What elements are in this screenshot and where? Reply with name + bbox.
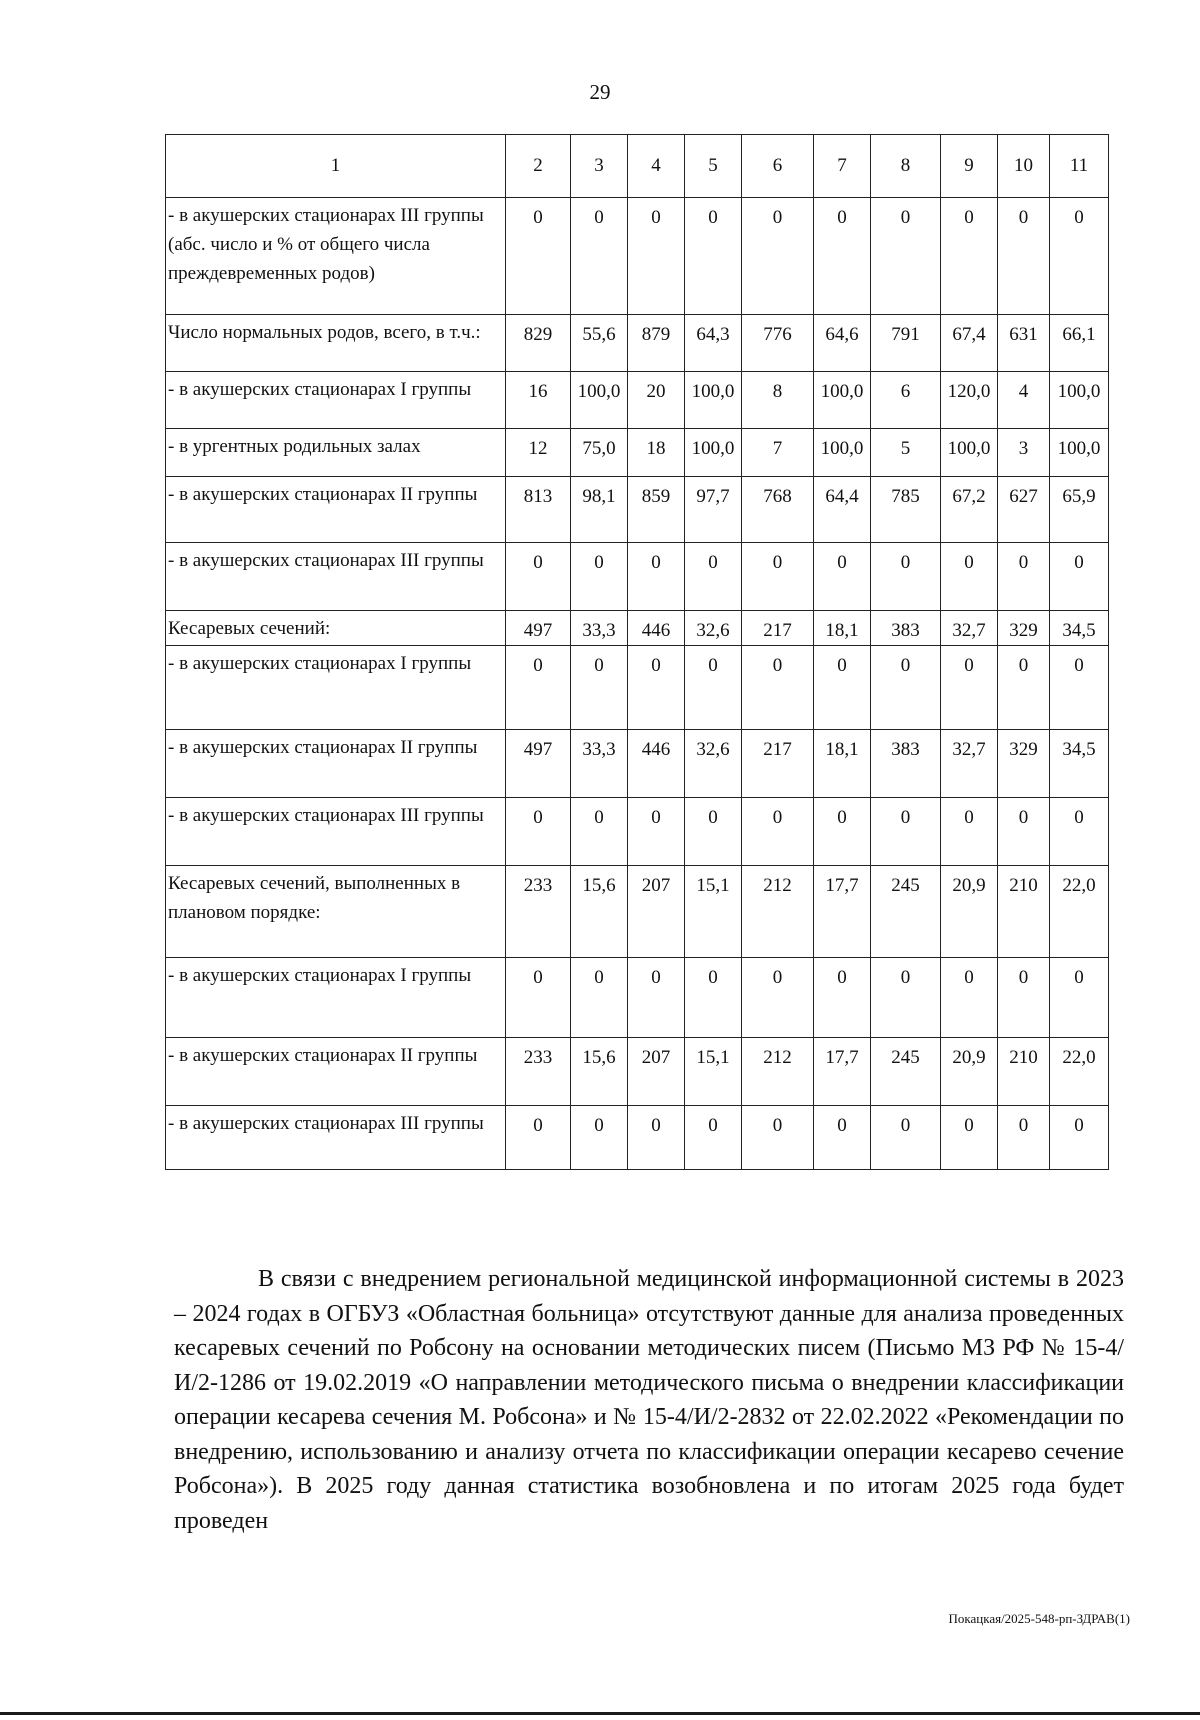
row-label: - в акушерских стационарах II группы xyxy=(166,477,506,543)
table-cell: 100,0 xyxy=(814,429,871,477)
table-cell: 233 xyxy=(506,1038,571,1106)
row-label: Кесаревых сечений, выполненных в плановом порядке: xyxy=(166,866,506,958)
table-cell: 0 xyxy=(998,958,1050,1038)
table-cell: 20,9 xyxy=(941,1038,998,1106)
table-cell: 18 xyxy=(628,429,685,477)
table-cell: 100,0 xyxy=(1050,429,1109,477)
table-cell: 0 xyxy=(1050,198,1109,315)
table-cell: 0 xyxy=(571,646,628,730)
table-cell: 329 xyxy=(998,611,1050,646)
table-cell: 0 xyxy=(506,543,571,611)
table-cell: 0 xyxy=(814,543,871,611)
row-label: - в акушерских стационарах III группы xyxy=(166,1106,506,1170)
table-cell: 15,1 xyxy=(685,866,742,958)
table-cell: 0 xyxy=(941,1106,998,1170)
table-cell: 65,9 xyxy=(1050,477,1109,543)
table-cell: 20,9 xyxy=(941,866,998,958)
table-row xyxy=(166,646,1109,730)
table-cell: 233 xyxy=(506,866,571,958)
row-label: Кесаревых сечений: xyxy=(166,611,506,646)
row-label: - в акушерских стационарах III группы xyxy=(166,798,506,866)
column-header: 1 xyxy=(166,135,506,198)
table-cell: 0 xyxy=(506,646,571,730)
table-cell: 100,0 xyxy=(571,372,628,429)
table-cell: 33,3 xyxy=(571,730,628,798)
table-cell: 100,0 xyxy=(814,372,871,429)
table-cell: 4 xyxy=(998,372,1050,429)
table-cell: 3 xyxy=(998,429,1050,477)
table-cell: 207 xyxy=(628,866,685,958)
row-label: - в акушерских стационарах III группы xyxy=(166,543,506,611)
table-cell: 0 xyxy=(1050,958,1109,1038)
table-cell: 0 xyxy=(571,958,628,1038)
body-paragraph: В связи с внедрением региональной медицинской информационной системы в 2023 – 2024 годах в ОГБУЗ «Областная больница» отсутствуют данные для анализа проведенных кесаревых сечений по Робсону на основании методических писем (Письмо МЗ РФ № 15-4/И/2-1286 от 19.02.2019 «О направлении методического письма о внедрении классификации операции кесарева сечения М. Робсона» и № 15-4/И/2-2832 от 22.02.2022 «Рекомендации по внедрению, использованию и анализу отчета по классификации операции кесарево сечение Робсона»). В 2025 году данная статистика возобновлена и по итогам 2025 года будет проведен xyxy=(174,1266,1124,1534)
row-label: Число нормальных родов, всего, в т.ч.: xyxy=(166,315,506,372)
table-cell: 34,5 xyxy=(1050,730,1109,798)
row-label: - в акушерских стационарах I группы xyxy=(166,646,506,730)
table-cell: 0 xyxy=(571,543,628,611)
column-header: 3 xyxy=(571,135,628,198)
column-header: 4 xyxy=(628,135,685,198)
table-cell: 120,0 xyxy=(941,372,998,429)
table-cell: 0 xyxy=(685,1106,742,1170)
column-header: 8 xyxy=(871,135,941,198)
table-cell: 12 xyxy=(506,429,571,477)
table-cell: 0 xyxy=(871,798,941,866)
table-cell: 0 xyxy=(871,1106,941,1170)
bottom-edge-line xyxy=(0,1712,1200,1715)
row-label: - в акушерских стационарах II группы xyxy=(166,1038,506,1106)
table-cell: 18,1 xyxy=(814,730,871,798)
table-cell: 22,0 xyxy=(1050,1038,1109,1106)
table-row xyxy=(166,477,1109,543)
table-cell: 0 xyxy=(814,798,871,866)
table-row xyxy=(166,866,1109,958)
table-cell: 64,3 xyxy=(685,315,742,372)
row-label: - в акушерских стационарах I группы xyxy=(166,372,506,429)
table-cell: 32,7 xyxy=(941,730,998,798)
table-cell: 67,4 xyxy=(941,315,998,372)
table-cell: 217 xyxy=(742,730,814,798)
table-cell: 0 xyxy=(1050,646,1109,730)
table-row xyxy=(166,429,1109,477)
table-cell: 0 xyxy=(998,198,1050,315)
table-cell: 0 xyxy=(742,958,814,1038)
table-cell: 7 xyxy=(742,429,814,477)
table-cell: 17,7 xyxy=(814,866,871,958)
table-row xyxy=(166,315,1109,372)
table-cell: 829 xyxy=(506,315,571,372)
table-cell: 100,0 xyxy=(1050,372,1109,429)
table-cell: 0 xyxy=(871,198,941,315)
table-cell: 100,0 xyxy=(685,429,742,477)
table-cell: 16 xyxy=(506,372,571,429)
table-row xyxy=(166,372,1109,429)
table-cell: 6 xyxy=(871,372,941,429)
table-cell: 0 xyxy=(742,798,814,866)
table-cell: 879 xyxy=(628,315,685,372)
table-row xyxy=(166,958,1109,1038)
table-cell: 0 xyxy=(998,646,1050,730)
table-row xyxy=(166,198,1109,315)
table-cell: 0 xyxy=(941,646,998,730)
table-cell: 100,0 xyxy=(941,429,998,477)
column-header: 5 xyxy=(685,135,742,198)
table-cell: 0 xyxy=(742,543,814,611)
table-cell: 15,1 xyxy=(685,1038,742,1106)
table-cell: 20 xyxy=(628,372,685,429)
table-cell: 0 xyxy=(1050,543,1109,611)
table-cell: 0 xyxy=(506,198,571,315)
table-cell: 245 xyxy=(871,1038,941,1106)
column-header: 11 xyxy=(1050,135,1109,198)
table-cell: 8 xyxy=(742,372,814,429)
table-cell: 791 xyxy=(871,315,941,372)
table-cell: 0 xyxy=(685,646,742,730)
table-cell: 98,1 xyxy=(571,477,628,543)
table-cell: 0 xyxy=(1050,1106,1109,1170)
table-cell: 0 xyxy=(998,1106,1050,1170)
table-cell: 0 xyxy=(1050,798,1109,866)
table-cell: 18,1 xyxy=(814,611,871,646)
table-cell: 0 xyxy=(628,958,685,1038)
table-cell: 0 xyxy=(742,198,814,315)
table-cell: 100,0 xyxy=(685,372,742,429)
table-cell: 0 xyxy=(506,798,571,866)
table-cell: 0 xyxy=(814,646,871,730)
table-cell: 446 xyxy=(628,730,685,798)
row-label: - в ургентных родильных залах xyxy=(166,429,506,477)
table-cell: 497 xyxy=(506,611,571,646)
table-cell: 0 xyxy=(998,543,1050,611)
table-cell: 768 xyxy=(742,477,814,543)
column-header: 10 xyxy=(998,135,1050,198)
table-cell: 0 xyxy=(941,543,998,611)
table-cell: 0 xyxy=(941,798,998,866)
table-row xyxy=(166,1038,1109,1106)
table-cell: 785 xyxy=(871,477,941,543)
table-cell: 0 xyxy=(871,958,941,1038)
row-label: - в акушерских стационарах II группы xyxy=(166,730,506,798)
table-cell: 813 xyxy=(506,477,571,543)
row-label: - в акушерских стационарах I группы xyxy=(166,958,506,1038)
table-cell: 0 xyxy=(685,543,742,611)
table-cell: 217 xyxy=(742,611,814,646)
table-cell: 0 xyxy=(742,646,814,730)
table-cell: 0 xyxy=(628,646,685,730)
table-cell: 0 xyxy=(998,798,1050,866)
table-cell: 245 xyxy=(871,866,941,958)
table-cell: 55,6 xyxy=(571,315,628,372)
table-cell: 64,6 xyxy=(814,315,871,372)
table-cell: 66,1 xyxy=(1050,315,1109,372)
document-code: Покацкая/2025-548-рп-ЗДРАВ(1) xyxy=(948,1611,1130,1626)
table-cell: 75,0 xyxy=(571,429,628,477)
table-cell: 0 xyxy=(628,798,685,866)
table-cell: 212 xyxy=(742,866,814,958)
table-cell: 32,6 xyxy=(685,730,742,798)
table-cell: 67,2 xyxy=(941,477,998,543)
table-cell: 0 xyxy=(685,198,742,315)
table-cell: 0 xyxy=(571,798,628,866)
table-cell: 0 xyxy=(571,1106,628,1170)
table-cell: 0 xyxy=(941,198,998,315)
table-cell: 15,6 xyxy=(571,866,628,958)
table-cell: 212 xyxy=(742,1038,814,1106)
table-header-row xyxy=(166,135,1109,198)
page-number: 29 xyxy=(589,80,611,104)
table-cell: 0 xyxy=(814,198,871,315)
table-cell: 446 xyxy=(628,611,685,646)
table-cell: 97,7 xyxy=(685,477,742,543)
table-cell: 0 xyxy=(506,1106,571,1170)
table-cell: 0 xyxy=(871,646,941,730)
statistics-table xyxy=(165,134,1109,1170)
table-cell: 17,7 xyxy=(814,1038,871,1106)
table-cell: 0 xyxy=(871,543,941,611)
table-cell: 0 xyxy=(628,1106,685,1170)
table-row xyxy=(166,543,1109,611)
table-cell: 383 xyxy=(871,611,941,646)
column-header: 6 xyxy=(742,135,814,198)
table-cell: 0 xyxy=(628,198,685,315)
table-cell: 32,6 xyxy=(685,611,742,646)
table-cell: 64,4 xyxy=(814,477,871,543)
table-cell: 776 xyxy=(742,315,814,372)
column-header: 7 xyxy=(814,135,871,198)
table-cell: 0 xyxy=(814,958,871,1038)
table-row xyxy=(166,798,1109,866)
table-cell: 22,0 xyxy=(1050,866,1109,958)
table-cell: 210 xyxy=(998,1038,1050,1106)
table-cell: 329 xyxy=(998,730,1050,798)
table-cell: 5 xyxy=(871,429,941,477)
table-cell: 32,7 xyxy=(941,611,998,646)
column-header: 2 xyxy=(506,135,571,198)
table-row xyxy=(166,611,1109,646)
table-cell: 207 xyxy=(628,1038,685,1106)
table-body xyxy=(166,198,1109,1170)
table-cell: 0 xyxy=(742,1106,814,1170)
table-cell: 15,6 xyxy=(571,1038,628,1106)
table-cell: 627 xyxy=(998,477,1050,543)
column-header: 9 xyxy=(941,135,998,198)
table-cell: 0 xyxy=(571,198,628,315)
table-cell: 383 xyxy=(871,730,941,798)
row-label: - в акушерских стационарах III группы (абс. число и % от общего числа преждевременных родов) xyxy=(166,198,506,315)
table-cell: 631 xyxy=(998,315,1050,372)
table-row xyxy=(166,1106,1109,1170)
table-cell: 33,3 xyxy=(571,611,628,646)
table-cell: 0 xyxy=(814,1106,871,1170)
table-cell: 0 xyxy=(628,543,685,611)
table-cell: 0 xyxy=(685,958,742,1038)
table-cell: 0 xyxy=(941,958,998,1038)
table-cell: 0 xyxy=(506,958,571,1038)
table-row xyxy=(166,730,1109,798)
table-cell: 0 xyxy=(685,798,742,866)
table-cell: 497 xyxy=(506,730,571,798)
table-cell: 210 xyxy=(998,866,1050,958)
table-cell: 34,5 xyxy=(1050,611,1109,646)
table-cell: 859 xyxy=(628,477,685,543)
